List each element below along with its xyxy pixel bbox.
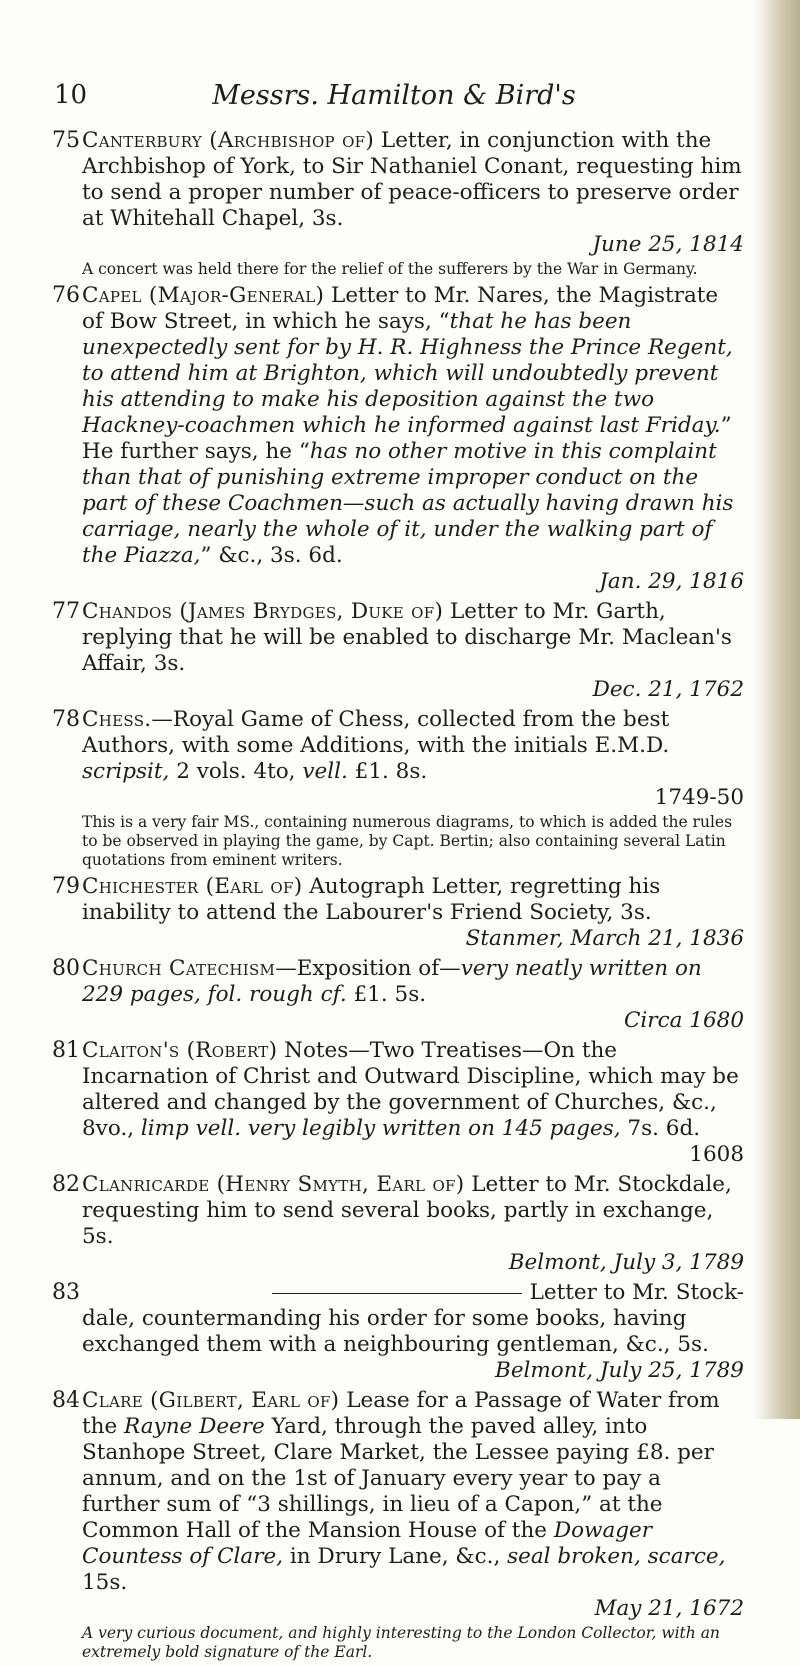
entry-text: dale, countermanding his order for some books, having exchanged them with a neighbouring gentleman, &c., 5s. — [82, 1306, 709, 1357]
entry-text: —Exposition of— — [275, 956, 461, 981]
entry-quote: has no other motive in this complaint than that of punishing extreme improper conduct on the part of these Coachmen—such as actually having drawn his carriage, nearly the whole of it, under the walking part of the Piazza, — [82, 439, 734, 568]
entry-name: Chichester (Earl of) — [82, 874, 303, 899]
catalogue-entry-81 — [54, 1038, 744, 1168]
ditto-rule — [272, 1293, 522, 1294]
catalogue-entry-75 — [54, 128, 744, 279]
entry-text: Autograph Letter, regretting his inability to attend the Labourer's Friend Society, 3s. — [82, 874, 661, 925]
entry-yard: Rayne Deere — [124, 1414, 265, 1439]
entry-place: Belmont, — [508, 1250, 607, 1275]
catalogue-entry-80 — [54, 956, 744, 1034]
entry-name: Church Catechism — [82, 956, 276, 981]
entry-condition: seal broken, scarce, — [507, 1544, 726, 1569]
page-number: 10 — [54, 80, 88, 110]
entry-text: 2 vols. 4to, — [169, 759, 303, 784]
catalogue-entry-84 — [54, 1388, 744, 1662]
entry-text: ” &c., 3s. 6d. — [200, 543, 343, 568]
entry-date: 1749-50 — [654, 785, 744, 810]
entry-number: 80 — [52, 956, 80, 981]
entry-number: 83 — [52, 1280, 80, 1305]
running-title: Messrs. Hamilton & Bird's — [212, 80, 576, 111]
page-header — [54, 80, 734, 120]
entry-number: 76 — [52, 283, 80, 308]
entry-price: £1. 5s. — [346, 982, 427, 1007]
entry-text: Letter to Mr. Nares, the Magistrate of Bow Street, in which he says, “ — [82, 283, 719, 334]
entry-description: limp vell. very legibly written on 145 pages, — [140, 1116, 621, 1141]
entry-first-line — [82, 1280, 744, 1306]
entry-note: A concert was held there for the relief of the sufferers by the War in Germany. — [82, 260, 698, 278]
entry-name: Capel (Major-General) — [82, 283, 325, 308]
entry-scripsit: scripsit, — [82, 759, 170, 784]
entry-date-line — [82, 1250, 744, 1276]
entry-place: Stanmer, — [465, 926, 564, 951]
entry-number: 82 — [52, 1172, 80, 1197]
entry-text: ” He further says, he “ — [82, 413, 732, 464]
entry-date: March 21, 1836 — [570, 926, 744, 951]
entry-name: Chandos (James Brydges, Duke of) — [82, 599, 444, 624]
entry-name: Claiton's (Robert) — [82, 1038, 278, 1063]
entry-note: This is a very fair MS., containing numerous diagrams, to which is added the rules to be observed in playing the game, by Capt. Bertin; also containing several Latin quotations from eminent writers. — [82, 813, 733, 869]
entry-note: A very curious document, and highly interesting to the London Collector, with an extremely bold signature of the Earl. — [82, 1624, 720, 1661]
entry-number: 81 — [52, 1038, 80, 1063]
catalogue-entry-83 — [54, 1280, 744, 1384]
entry-number: 77 — [52, 599, 80, 624]
catalogue-entries — [54, 128, 744, 1666]
entry-binding: vell. — [302, 759, 348, 784]
entry-text: Yard, through the paved alley, into Stanhope Street, Clare Market, the Lessee paying £8. per annum, and on the 1st of January every year to pay a further sum of “3 shillings, in lieu of a Capon,” at the Common Hall of the Mansion House of the — [82, 1414, 714, 1543]
entry-text: Letter to Mr. Stock- — [529, 1280, 744, 1305]
entry-date: May 21, 1672 — [594, 1596, 744, 1621]
entry-name: Clare (Gilbert, Earl of) — [82, 1388, 340, 1413]
catalogue-entry-79 — [54, 874, 744, 952]
entry-price: 7s. 6d. — [620, 1116, 701, 1141]
entry-price: 15s. — [82, 1570, 128, 1595]
entry-dowager: Dowager Countess of Clare, — [82, 1518, 653, 1569]
entry-date: July 3, 1789 — [613, 1250, 744, 1275]
entry-text: in Drury Lane, &c., — [283, 1544, 508, 1569]
entry-date: Circa 1680 — [623, 1008, 744, 1033]
entry-price: £1. 8s. — [347, 759, 428, 784]
entry-date: July 25, 1789 — [599, 1358, 744, 1383]
entry-number: 79 — [52, 874, 80, 899]
entry-number: 75 — [52, 128, 80, 153]
entry-number: 84 — [52, 1388, 80, 1413]
entry-text: Notes—Two Treatises—On the Incarnation of Christ and Outward Discipline, which may be altered and changed by the government of Churches, &c., 8vo., — [82, 1038, 739, 1141]
entry-text: Lease for a Passage of Water from the — [82, 1388, 720, 1439]
page-edge-shadow — [754, 0, 800, 1419]
entry-date-line — [82, 1358, 744, 1384]
entry-text: Letter to Mr. Garth, replying that he will be enabled to discharge Mr. Maclean's Affair, 3s. — [82, 599, 732, 676]
entry-number: 78 — [52, 707, 80, 732]
entry-text: —Royal Game of Chess, collected from the best Authors, with some Additions, with the initials E.M.D. — [82, 707, 670, 758]
catalogue-entry-82 — [54, 1172, 744, 1276]
catalogue-entry-76 — [54, 283, 744, 595]
catalogue-entry-78 — [54, 707, 744, 870]
entry-name: Clanricarde (Henry Smyth, Earl of) — [82, 1172, 465, 1197]
entry-place: Belmont, — [495, 1358, 594, 1383]
entry-date: 1608 — [689, 1142, 744, 1167]
entry-name: Chess. — [82, 707, 152, 732]
entry-name: Canterbury (Archbishop of) — [82, 128, 375, 153]
entry-quote: that he has been unexpectedly sent for by H. R. Highness the Prince Regent, to attend him at Brighton, which will undoubtedly prevent his attending to make his deposition against the two Hackney-coachmen which he informed against last Friday. — [82, 309, 733, 438]
entry-date: Jan. 29, 1816 — [599, 569, 744, 594]
entry-text: Letter, in conjunction with the Archbishop of York, to Sir Nathaniel Conant, requesting him to send a proper number of peace-officers to preserve order at Whitehall Chapel, 3s. — [82, 128, 742, 231]
catalogue-entry-77 — [54, 599, 744, 703]
entry-date: Dec. 21, 1762 — [592, 677, 744, 702]
entry-description: very neatly written on 229 pages, fol. rough cf. — [82, 956, 702, 1007]
entry-date-line — [82, 926, 744, 952]
entry-date: June 25, 1814 — [592, 232, 744, 257]
entry-text: Letter to Mr. Stockdale, requesting him to send several books, partly in exchange, 5s. — [82, 1172, 732, 1249]
